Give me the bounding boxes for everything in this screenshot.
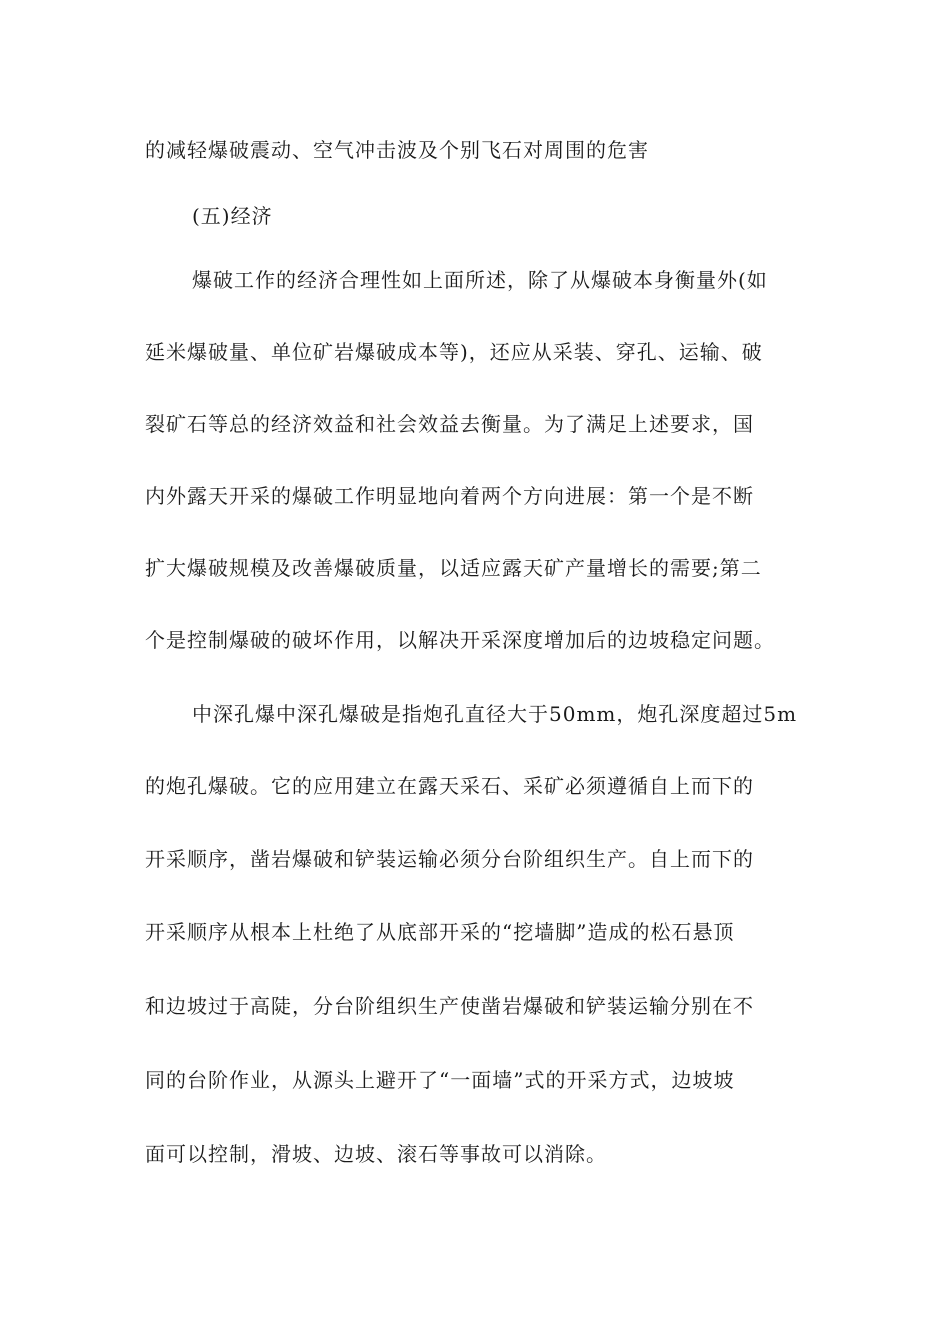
paragraph-line-9: 的炮孔爆破。它的应用建立在露天采石、采矿必须遵循自上而下的 [145,774,754,798]
section-heading-economy: (五)经济 [192,204,273,228]
paragraph-line-10: 开采顺序，凿岩爆破和铲装运输必须分台阶组织生产。自上而下的 [145,847,754,871]
paragraph-line-3: 延米爆破量、单位矿岩爆破成本等)，还应从采装、穿孔、运输、破 [145,340,763,364]
paragraph-line-4: 裂矿石等总的经济效益和社会效益去衡量。为了满足上述要求，国 [145,412,754,436]
paragraph-line-12: 和边坡过于高陡，分台阶组织生产使凿岩爆破和铲装运输分别在不 [145,994,754,1018]
paragraph-line-1: 的减轻爆破震动、空气冲击波及个别飞石对周围的危害 [145,138,649,162]
paragraph-line-13: 同的台阶作业，从源头上避开了“一面墙”式的开采方式，边坡坡 [145,1068,735,1092]
paragraph-line-2: 爆破工作的经济合理性如上面所述，除了从爆破本身衡量外(如 [192,268,768,292]
paragraph-line-8: 中深孔爆中深孔爆破是指炮孔直径大于50mm，炮孔深度超过5m [192,702,798,726]
paragraph-line-11: 开采顺序从根本上杜绝了从底部开采的“挖墙脚”造成的松石悬顶 [145,920,735,944]
paragraph-line-7: 个是控制爆破的破坏作用，以解决开采深度增加后的边坡稳定问题。 [145,628,775,652]
paragraph-line-14: 面可以控制，滑坡、边坡、滚石等事故可以消除。 [145,1142,607,1166]
paragraph-line-6: 扩大爆破规模及改善爆破质量，以适应露天矿产量增长的需要;第二 [145,556,762,580]
paragraph-line-5: 内外露天开采的爆破工作明显地向着两个方向进展：第一个是不断 [145,484,754,508]
